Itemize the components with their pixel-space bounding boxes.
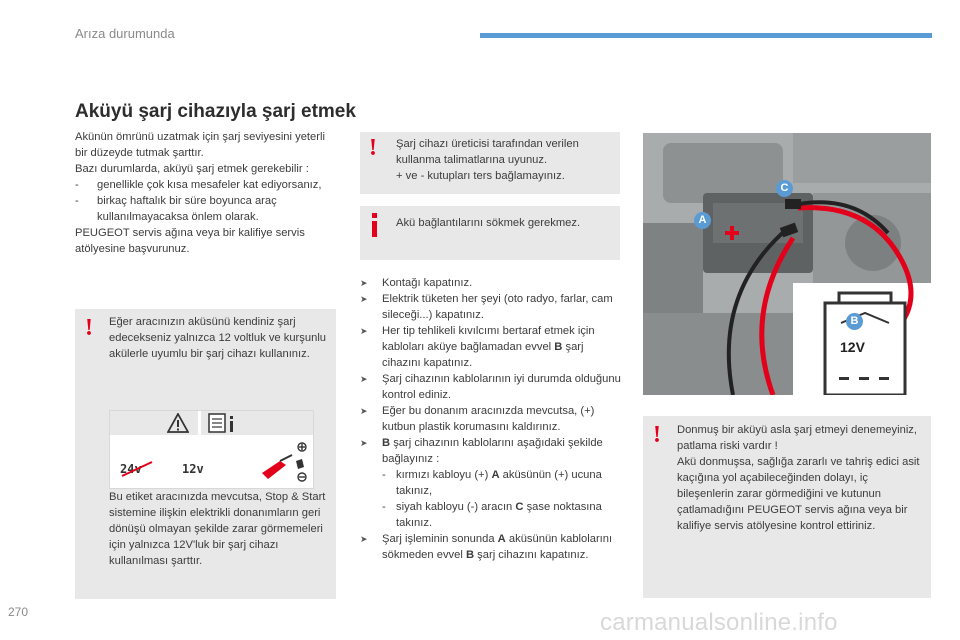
battery-label-illustration xyxy=(109,410,314,489)
charger-clamps-icon xyxy=(258,439,310,485)
warning-instructions-line-1: Şarj cihazı üreticisi tarafından verilen kullanma talimatlarına uyunuz. xyxy=(396,138,579,166)
step-item: ➤ Şarj işleminin sonunda A aküsünün kablolarını sökmeden evvel B şarj cihazını kapatınız. xyxy=(360,533,613,561)
steps-list xyxy=(360,275,622,563)
manual-book-icon xyxy=(208,413,244,433)
label-12v: 12v xyxy=(182,462,204,476)
marker-a: A xyxy=(694,212,711,229)
engine-bay-drawing xyxy=(643,133,931,395)
info-icon xyxy=(370,213,380,237)
step-item: ➤ Kontağı kapatınız. xyxy=(360,277,473,289)
section-title: Arıza durumunda xyxy=(75,26,175,41)
watermark: carmanualsonline.info xyxy=(600,609,838,636)
warning-exclamation-icon: ! xyxy=(653,422,661,448)
info-box xyxy=(360,206,620,260)
step-subitem: - siyah kabloyu (-) aracın C şase noktasına takınız. xyxy=(382,501,602,529)
warning-exclamation-icon: ! xyxy=(85,315,93,341)
warning-box-frozen-battery xyxy=(643,416,931,598)
info-text: Akü bağlantılarını sökmek gerekmez. xyxy=(396,217,581,229)
cross-out-24v-icon xyxy=(120,460,154,478)
warning-text: Eğer aracınızın aküsünü kendiniz şarj edecekseniz yalnızca 12 voltluk ve kurşunlu akülerle uyumlu bir şarj cihazı kullanınız. xyxy=(109,316,327,360)
page-title: Aküyü şarj cihazıyla şarj etmek xyxy=(75,101,356,122)
marker-c: C xyxy=(776,180,793,197)
frozen-battery-paragraph-2: Akü donmuşsa, sağlığa zararlı ve tahriş edici asit kaçığına yol açabileceğinden dolayı, iç bileşenlerin zarar görmediğini ve kutunun çatlamadığını PEUGEOT servis ağına veya bir kalifiye servis atölyesine kontrol ettiriniz. xyxy=(677,456,920,532)
intro-list-item: - genellikle çok kısa mesafeler kat ediyorsanız, xyxy=(75,179,322,191)
step-item: ➤ B şarj cihazının kablolarını aşağıdaki şekilde bağlayınız : xyxy=(360,437,603,465)
warning-exclamation-icon: ! xyxy=(369,135,377,161)
header-accent-bar xyxy=(480,33,932,38)
warning-instructions-line-2: + ve - kutupları ters bağlamayınız. xyxy=(396,170,565,182)
intro-text xyxy=(75,129,335,257)
warning-box-12v xyxy=(75,309,336,599)
intro-paragraph-1: Akünün ömrünü uzatmak için şarj seviyesini yeterli bir düzeyde tutmak şarttır. xyxy=(75,131,325,159)
marker-b: B xyxy=(846,313,863,330)
step-item: ➤ Şarj cihazının kablolarının iyi durumda olduğunu kontrol ediniz. xyxy=(360,373,621,401)
label-caption: Bu etiket aracınızda mevcutsa, Stop & Start sistemine ilişkin elektrikli donanımların geri dönüşü olmayan şekilde zarar görmemeleri için yalnızca 12V'luk bir şarj cihazı kullanılması şarttır. xyxy=(109,491,326,567)
frozen-battery-text xyxy=(677,422,925,534)
page-number: 270 xyxy=(8,605,29,619)
warning-instructions-text xyxy=(396,136,616,184)
intro-paragraph-3: PEUGEOT servis ağına veya bir kalifiye servis atölyesine başvurunuz. xyxy=(75,227,305,255)
label-24v: 24v xyxy=(120,462,142,476)
frozen-battery-paragraph-1: Donmuş bir aküyü asla şarj etmeyi denemeyiniz, patlama riski vardır ! xyxy=(677,424,918,452)
engine-charger-illustration xyxy=(643,133,931,395)
intro-list-item: - birkaç haftalık bir süre boyunca araç kullanılmayacaksa önlem olarak. xyxy=(75,195,277,223)
step-subitem: - kırmızı kabloyu (+) A aküsünün (+) ucuna takınız, xyxy=(382,469,602,497)
step-item: ➤ Eğer bu donanım aracınızda mevcutsa, (+) kutbun plastik korumasını kaldırınız. xyxy=(360,405,595,433)
intro-paragraph-2: Bazı durumlarda, aküyü şarj etmek gerekebilir : xyxy=(75,163,309,175)
step-item: ➤ Elektrik tüketen her şeyi (oto radyo, farlar, cam sileceği...) kapatınız. xyxy=(360,293,613,321)
step-item: ➤ Her tip tehlikeli kıvılcımı bertaraf etmek için kabloları aküye bağlamadan evvel B şarj cihazını kapatınız. xyxy=(360,325,595,369)
warning-triangle-icon xyxy=(167,413,189,433)
charger-12v-label: 12V xyxy=(840,339,865,355)
warning-box-instructions xyxy=(360,132,620,194)
